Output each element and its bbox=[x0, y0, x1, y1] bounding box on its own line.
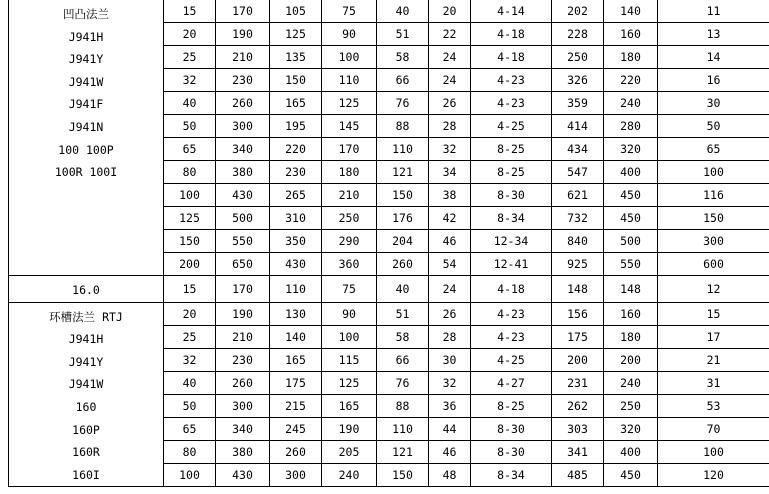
table-cell: 76 bbox=[377, 371, 429, 394]
table-cell: 200 bbox=[164, 253, 216, 276]
table-row bbox=[9, 276, 769, 303]
table-cell: 180 bbox=[604, 46, 658, 69]
table-cell: 4-25 bbox=[471, 348, 552, 371]
group-label-line: J941Y bbox=[68, 354, 104, 369]
table-cell: 840 bbox=[552, 230, 604, 253]
table-cell: 320 bbox=[604, 418, 658, 441]
group-label-line: 160R bbox=[72, 445, 100, 460]
table-cell: 280 bbox=[604, 115, 658, 138]
table-cell: 20 bbox=[164, 23, 216, 46]
table-cell: 110 bbox=[270, 276, 322, 303]
table-cell: 100 bbox=[322, 46, 377, 69]
table-cell: 450 bbox=[604, 207, 658, 230]
table-cell: 260 bbox=[216, 92, 270, 115]
table-cell: 148 bbox=[552, 276, 604, 303]
table-cell: 4-23 bbox=[471, 325, 552, 348]
table-cell: 48 bbox=[429, 464, 471, 487]
table-cell: 115 bbox=[322, 348, 377, 371]
table-cell: 350 bbox=[270, 230, 322, 253]
group-label-line: 160 bbox=[75, 399, 97, 414]
table-cell: 145 bbox=[322, 115, 377, 138]
table-cell: 160 bbox=[604, 23, 658, 46]
table-cell: 65 bbox=[164, 418, 216, 441]
table-cell: 25 bbox=[164, 325, 216, 348]
group-label-line: J941W bbox=[68, 74, 104, 89]
table-cell: 360 bbox=[322, 253, 377, 276]
table-cell: 650 bbox=[216, 253, 270, 276]
table-cell: 175 bbox=[270, 371, 322, 394]
table-cell: 262 bbox=[552, 394, 604, 417]
table-cell: 4-25 bbox=[471, 115, 552, 138]
table-cell: 31 bbox=[658, 371, 769, 394]
table-cell: 260 bbox=[216, 371, 270, 394]
table-cell: 240 bbox=[604, 92, 658, 115]
table-cell: 4-18 bbox=[471, 276, 552, 303]
group-label-line: J941H bbox=[68, 332, 104, 347]
table-cell: 12 bbox=[658, 276, 769, 303]
table-cell: 65 bbox=[658, 138, 769, 161]
table-cell: 66 bbox=[377, 348, 429, 371]
table-cell: 359 bbox=[552, 92, 604, 115]
table-cell: 260 bbox=[270, 441, 322, 464]
table-cell: 180 bbox=[604, 325, 658, 348]
table-cell: 22 bbox=[429, 23, 471, 46]
table-cell: 28 bbox=[429, 325, 471, 348]
table-cell: 434 bbox=[552, 138, 604, 161]
table-cell: 260 bbox=[377, 253, 429, 276]
table-cell: 240 bbox=[322, 464, 377, 487]
table-cell: 8-30 bbox=[471, 184, 552, 207]
table-cell: 414 bbox=[552, 115, 604, 138]
table-cell: 24 bbox=[429, 69, 471, 92]
table-cell: 190 bbox=[216, 302, 270, 325]
table-cell: 8-30 bbox=[471, 418, 552, 441]
table-cell: 600 bbox=[658, 253, 769, 276]
table-row bbox=[9, 0, 769, 23]
table-cell: 40 bbox=[377, 0, 429, 23]
table-cell: 150 bbox=[164, 230, 216, 253]
table-cell: 8-25 bbox=[471, 138, 552, 161]
table-cell: 485 bbox=[552, 464, 604, 487]
table-cell: 220 bbox=[604, 69, 658, 92]
table-cell: 80 bbox=[164, 161, 216, 184]
table-cell: 34 bbox=[429, 161, 471, 184]
table-cell: 228 bbox=[552, 23, 604, 46]
table-cell: 20 bbox=[429, 0, 471, 23]
group-label-cell bbox=[9, 302, 164, 487]
table-cell: 210 bbox=[322, 184, 377, 207]
table-cell: 20 bbox=[164, 302, 216, 325]
table-cell: 13 bbox=[658, 23, 769, 46]
table-cell: 30 bbox=[658, 92, 769, 115]
table-cell: 40 bbox=[164, 371, 216, 394]
table-cell: 75 bbox=[322, 276, 377, 303]
table-cell: 300 bbox=[216, 115, 270, 138]
table-cell: 50 bbox=[658, 115, 769, 138]
group-label-line: J941F bbox=[68, 97, 104, 112]
table-cell: 88 bbox=[377, 394, 429, 417]
table-cell: 210 bbox=[216, 325, 270, 348]
table-cell: 165 bbox=[270, 92, 322, 115]
table-cell: 12-41 bbox=[471, 253, 552, 276]
table-cell: 231 bbox=[552, 371, 604, 394]
table-cell: 210 bbox=[216, 46, 270, 69]
table-cell: 120 bbox=[658, 464, 769, 487]
table-cell: 24 bbox=[429, 276, 471, 303]
table-cell: 8-25 bbox=[471, 394, 552, 417]
table-cell: 100 bbox=[322, 325, 377, 348]
table-cell: 170 bbox=[216, 276, 270, 303]
table-cell: 38 bbox=[429, 184, 471, 207]
table-cell: 550 bbox=[216, 230, 270, 253]
table-cell: 110 bbox=[377, 138, 429, 161]
table-cell: 105 bbox=[270, 0, 322, 23]
spec-sheet bbox=[8, 0, 769, 484]
table-cell: 450 bbox=[604, 184, 658, 207]
table-cell: 25 bbox=[164, 46, 216, 69]
table-cell: 140 bbox=[270, 325, 322, 348]
table-cell: 100 bbox=[658, 441, 769, 464]
group-label-line: 100 100P bbox=[58, 142, 114, 157]
table-cell: 58 bbox=[377, 325, 429, 348]
table-cell: 550 bbox=[604, 253, 658, 276]
table-cell: 156 bbox=[552, 302, 604, 325]
table-cell: 4-23 bbox=[471, 302, 552, 325]
table-cell: 140 bbox=[604, 0, 658, 23]
table-cell: 100 bbox=[658, 161, 769, 184]
table-cell: 300 bbox=[216, 394, 270, 417]
table-cell: 4-14 bbox=[471, 0, 552, 23]
table-cell: 500 bbox=[216, 207, 270, 230]
table-cell: 121 bbox=[377, 161, 429, 184]
table-cell: 240 bbox=[604, 371, 658, 394]
table-cell: 400 bbox=[604, 441, 658, 464]
group-label-line: 环槽法兰 RTJ bbox=[49, 309, 123, 324]
table-cell: 215 bbox=[270, 394, 322, 417]
table-cell: 90 bbox=[322, 302, 377, 325]
table-cell: 58 bbox=[377, 46, 429, 69]
table-cell: 165 bbox=[322, 394, 377, 417]
table-cell: 250 bbox=[604, 394, 658, 417]
table-cell: 320 bbox=[604, 138, 658, 161]
table-cell: 116 bbox=[658, 184, 769, 207]
table-cell: 340 bbox=[216, 418, 270, 441]
table-cell: 245 bbox=[270, 418, 322, 441]
table-cell: 12-34 bbox=[471, 230, 552, 253]
flange-dimension-table bbox=[8, 0, 769, 487]
table-cell: 42 bbox=[429, 207, 471, 230]
table-cell: 250 bbox=[322, 207, 377, 230]
table-cell: 176 bbox=[377, 207, 429, 230]
table-cell: 26 bbox=[429, 302, 471, 325]
group-label-cell bbox=[9, 0, 164, 276]
table-cell: 303 bbox=[552, 418, 604, 441]
table-cell: 340 bbox=[216, 138, 270, 161]
table-cell: 80 bbox=[164, 441, 216, 464]
group-label-cell bbox=[9, 276, 164, 303]
group-label-line: J941N bbox=[68, 119, 104, 134]
table-cell: 26 bbox=[429, 92, 471, 115]
table-cell: 165 bbox=[270, 348, 322, 371]
table-cell: 125 bbox=[164, 207, 216, 230]
table-cell: 32 bbox=[429, 371, 471, 394]
table-cell: 70 bbox=[658, 418, 769, 441]
table-cell: 135 bbox=[270, 46, 322, 69]
table-cell: 125 bbox=[322, 371, 377, 394]
table-cell: 125 bbox=[322, 92, 377, 115]
table-row bbox=[9, 302, 769, 325]
group-label-line: J941H bbox=[68, 29, 104, 44]
table-cell: 11 bbox=[658, 0, 769, 23]
table-cell: 265 bbox=[270, 184, 322, 207]
table-cell: 300 bbox=[270, 464, 322, 487]
table-cell: 53 bbox=[658, 394, 769, 417]
table-cell: 200 bbox=[552, 348, 604, 371]
table-cell: 110 bbox=[322, 69, 377, 92]
table-cell: 46 bbox=[429, 230, 471, 253]
table-cell: 66 bbox=[377, 69, 429, 92]
table-cell: 28 bbox=[429, 115, 471, 138]
table-cell: 341 bbox=[552, 441, 604, 464]
table-cell: 8-25 bbox=[471, 161, 552, 184]
table-cell: 500 bbox=[604, 230, 658, 253]
table-cell: 430 bbox=[216, 184, 270, 207]
table-cell: 326 bbox=[552, 69, 604, 92]
table-cell: 110 bbox=[377, 418, 429, 441]
table-cell: 230 bbox=[216, 69, 270, 92]
table-cell: 30 bbox=[429, 348, 471, 371]
table-cell: 121 bbox=[377, 441, 429, 464]
table-cell: 51 bbox=[377, 302, 429, 325]
table-cell: 380 bbox=[216, 441, 270, 464]
table-cell: 130 bbox=[270, 302, 322, 325]
table-cell: 430 bbox=[216, 464, 270, 487]
group-label-line: 16.0 bbox=[72, 283, 100, 297]
table-cell: 4-18 bbox=[471, 23, 552, 46]
table-cell: 170 bbox=[216, 0, 270, 23]
table-cell: 220 bbox=[270, 138, 322, 161]
table-cell: 170 bbox=[322, 138, 377, 161]
table-cell: 16 bbox=[658, 69, 769, 92]
table-cell: 160 bbox=[604, 302, 658, 325]
table-cell: 24 bbox=[429, 46, 471, 69]
table-cell: 204 bbox=[377, 230, 429, 253]
table-cell: 40 bbox=[164, 92, 216, 115]
table-cell: 200 bbox=[604, 348, 658, 371]
group-label-line: J941W bbox=[68, 377, 104, 392]
group-label-line: 160I bbox=[72, 467, 100, 482]
table-cell: 310 bbox=[270, 207, 322, 230]
table-cell: 180 bbox=[322, 161, 377, 184]
table-cell: 400 bbox=[604, 161, 658, 184]
table-cell: 54 bbox=[429, 253, 471, 276]
table-cell: 202 bbox=[552, 0, 604, 23]
table-cell: 15 bbox=[164, 276, 216, 303]
table-cell: 17 bbox=[658, 325, 769, 348]
table-cell: 150 bbox=[377, 184, 429, 207]
table-cell: 430 bbox=[270, 253, 322, 276]
table-cell: 195 bbox=[270, 115, 322, 138]
table-cell: 450 bbox=[604, 464, 658, 487]
table-cell: 205 bbox=[322, 441, 377, 464]
table-cell: 88 bbox=[377, 115, 429, 138]
table-cell: 15 bbox=[164, 0, 216, 23]
table-cell: 150 bbox=[658, 207, 769, 230]
table-cell: 8-34 bbox=[471, 464, 552, 487]
table-cell: 250 bbox=[552, 46, 604, 69]
table-cell: 75 bbox=[322, 0, 377, 23]
table-cell: 51 bbox=[377, 23, 429, 46]
table-cell: 76 bbox=[377, 92, 429, 115]
table-cell: 190 bbox=[322, 418, 377, 441]
group-label-line: 凹凸法兰 bbox=[63, 7, 109, 21]
table-cell: 125 bbox=[270, 23, 322, 46]
table-cell: 46 bbox=[429, 441, 471, 464]
table-cell: 190 bbox=[216, 23, 270, 46]
table-cell: 300 bbox=[658, 230, 769, 253]
table-cell: 32 bbox=[429, 138, 471, 161]
table-cell: 90 bbox=[322, 23, 377, 46]
table-cell: 547 bbox=[552, 161, 604, 184]
table-cell: 732 bbox=[552, 207, 604, 230]
table-cell: 8-30 bbox=[471, 441, 552, 464]
table-cell: 100 bbox=[164, 184, 216, 207]
group-label-line: 100R 100I bbox=[54, 165, 118, 180]
table-cell: 32 bbox=[164, 348, 216, 371]
table-cell: 44 bbox=[429, 418, 471, 441]
table-cell: 290 bbox=[322, 230, 377, 253]
table-cell: 32 bbox=[164, 69, 216, 92]
table-cell: 230 bbox=[270, 161, 322, 184]
table-cell: 621 bbox=[552, 184, 604, 207]
table-cell: 4-23 bbox=[471, 92, 552, 115]
table-cell: 21 bbox=[658, 348, 769, 371]
table-cell: 40 bbox=[377, 276, 429, 303]
table-cell: 148 bbox=[604, 276, 658, 303]
table-cell: 36 bbox=[429, 394, 471, 417]
group-label-line: J941Y bbox=[68, 52, 104, 67]
table-cell: 150 bbox=[377, 464, 429, 487]
table-cell: 4-23 bbox=[471, 69, 552, 92]
table-cell: 65 bbox=[164, 138, 216, 161]
table-cell: 150 bbox=[270, 69, 322, 92]
table-cell: 50 bbox=[164, 394, 216, 417]
table-cell: 230 bbox=[216, 348, 270, 371]
table-cell: 175 bbox=[552, 325, 604, 348]
table-cell: 8-34 bbox=[471, 207, 552, 230]
table-cell: 50 bbox=[164, 115, 216, 138]
table-cell: 925 bbox=[552, 253, 604, 276]
table-cell: 4-27 bbox=[471, 371, 552, 394]
table-cell: 15 bbox=[658, 302, 769, 325]
group-label-line: 160P bbox=[72, 422, 100, 437]
table-cell: 100 bbox=[164, 464, 216, 487]
table-cell: 4-18 bbox=[471, 46, 552, 69]
table-cell: 14 bbox=[658, 46, 769, 69]
table-cell: 380 bbox=[216, 161, 270, 184]
